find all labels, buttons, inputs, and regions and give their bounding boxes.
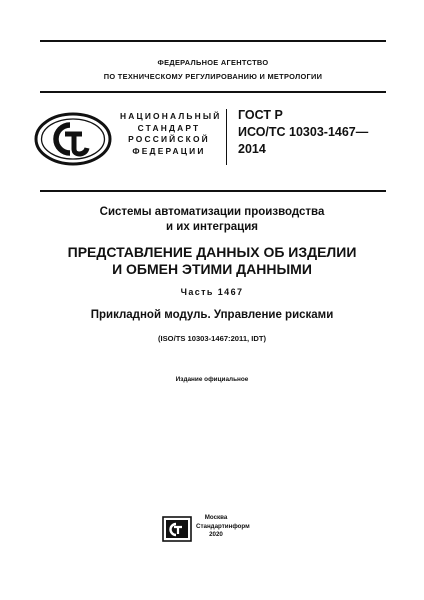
main-title-line: И ОБМЕН ЭТИМИ ДАННЫМИ [112, 261, 312, 277]
publisher-info [196, 514, 250, 540]
iso-reference: (ISO/TS 10303-1467:2011, IDT) [157, 334, 267, 343]
national-standard-label [120, 111, 222, 157]
publisher-name: Стандартинформ [196, 522, 250, 530]
standard-number-line: 2014 [238, 142, 266, 156]
top-rule [40, 40, 386, 42]
series-title-line: и их интеграция [165, 221, 259, 233]
standartinform-logo-icon [162, 516, 192, 542]
standard-number [238, 107, 388, 158]
title-rule [40, 190, 386, 192]
header-divider [226, 109, 227, 165]
series-title [20, 205, 404, 235]
header-rule [40, 91, 386, 93]
publisher-year: 2020 [209, 531, 223, 539]
standard-label-line: СТАНДАРТ [137, 122, 201, 133]
main-title-line: ПРЕДСТАВЛЕНИЕ ДАННЫХ ОБ ИЗДЕЛИИ [67, 244, 357, 260]
series-title-line: Системы автоматизации производства [99, 206, 325, 218]
edition-label: Издание официальное [175, 376, 249, 383]
standard-label-line: НАЦИОНАЛЬНЫЙ [120, 111, 222, 121]
publisher-city: Москва [204, 514, 228, 521]
gost-emblem-icon [34, 112, 112, 166]
agency-name-line1: ФЕДЕРАЛЬНОЕ АГЕНТСТВО [157, 58, 269, 67]
standard-label-line: ФЕДЕРАЦИИ [132, 145, 206, 156]
subtitle: Прикладной модуль. Управление рисками [90, 309, 334, 321]
agency-name-line2: ПО ТЕХНИЧЕСКОМУ РЕГУЛИРОВАНИЮ И МЕТРОЛОГИИ [103, 72, 323, 81]
part-number: Часть 1467 [180, 287, 244, 297]
standard-number-line: ИСО/ТС 10303-1467— [238, 125, 369, 139]
standard-number-line: ГОСТ Р [238, 108, 283, 122]
standard-label-line: РОССИЙСКОЙ [128, 134, 210, 144]
main-title [20, 244, 404, 278]
